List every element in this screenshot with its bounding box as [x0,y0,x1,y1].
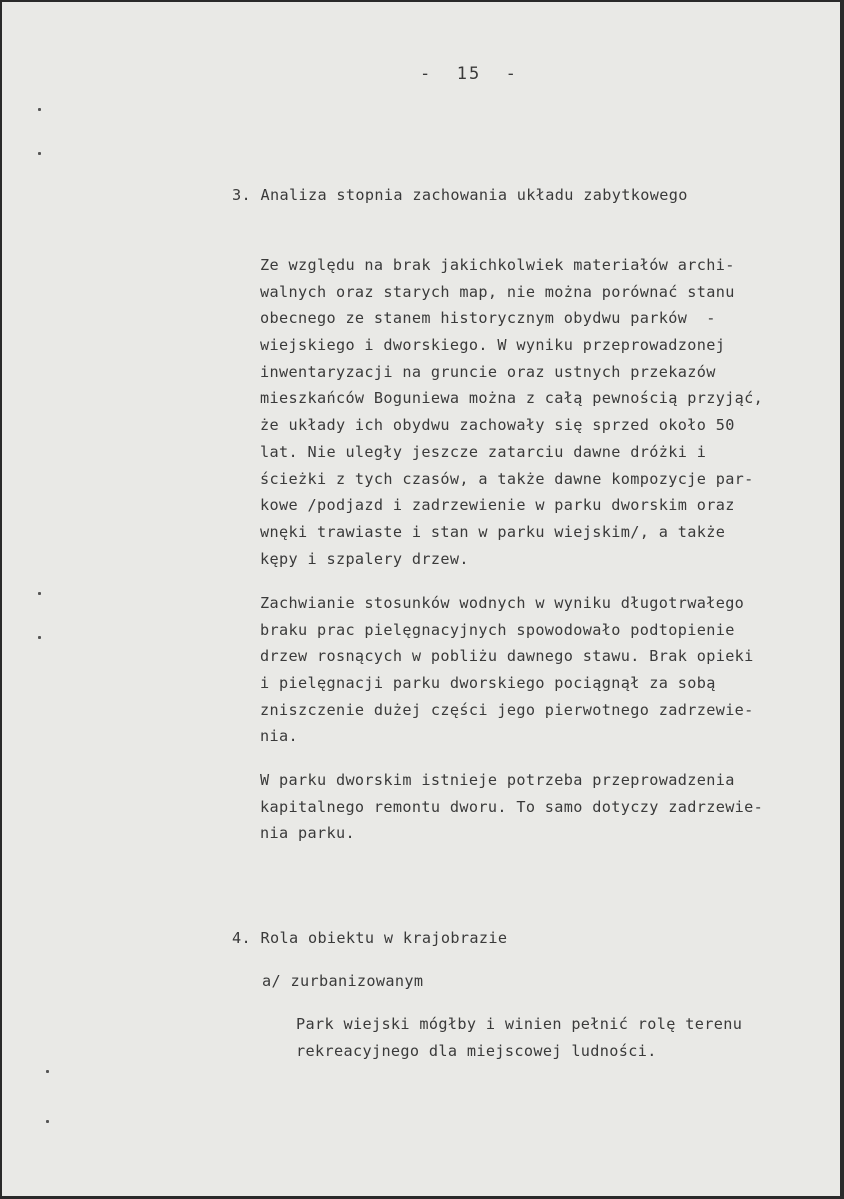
scan-speck [38,592,41,595]
scan-speck [46,1120,49,1123]
text-line: Ze względu na brak jakichkolwiek materiałów archi- [260,256,735,274]
text-line: lat. Nie uległy jeszcze zatarciu dawne dróżki i [260,442,707,461]
text-line: że układy ich obydwu zachowały się sprzed około 50 [260,416,735,435]
section-4-heading: 4. Rola obiektu w krajobrazie [232,929,508,947]
section-3-paragraph-2 [260,590,754,750]
text-line: mieszkańców Boguniewa można z całą pewnością przyjąć, [260,389,764,408]
section-3-paragraph-3 [260,767,763,847]
text-line: kapitalnego remontu dworu. To samo dotyczy zadrzewie- [260,797,764,816]
text-line: kowe /podjazd i zadrzewienie w parku dworskim oraz [260,496,735,515]
scan-speck [38,152,41,155]
scan-speck [38,636,41,639]
scan-speck [46,1070,49,1073]
text-line: Park wiejski mógłby i winien pełnić rolę terenu [296,1015,743,1033]
section-3-heading: 3. Analiza stopnia zachowania układu zabytkowego [232,186,688,204]
section-4-paragraph [296,1011,742,1064]
text-line: obecnego ze stanem historycznym obydwu parków - [260,309,716,328]
page-number: - 15 - [420,64,518,84]
text-line: braku prac pielęgnacyjnych spowodowało podtopienie [260,620,735,639]
text-line: i pielęgnacji parku dworskiego pociągnął za sobą [260,674,716,693]
text-line: drzew rosnących w pobliżu dawnego stawu. Brak opieki [260,647,754,666]
text-line: nia parku. [260,824,355,843]
text-line: walnych oraz starych map, nie można porównać stanu [260,282,735,301]
text-line: ścieżki z tych czasów, a także dawne kompozycje par- [260,469,754,488]
text-line: wiejskiego i dworskiego. W wyniku przeprowadzonej [260,336,726,355]
text-line: inwentaryzacji na gruncie oraz ustnych przekazów [260,362,716,381]
section-3-paragraph-1 [260,252,763,572]
text-line: Zachwianie stosunków wodnych w wyniku długotrwałego [260,594,745,612]
text-line: W parku dworskim istnieje potrzeba przeprowadzenia [260,771,735,789]
section-4-subheading: a/ zurbanizowanym [262,972,424,990]
text-line: wnęki trawiaste i stan w parku wiejskim/, a także [260,522,726,541]
text-line: nia. [260,727,298,746]
text-line: rekreacyjnego dla miejscowej ludności. [296,1041,657,1060]
scan-speck [38,108,41,111]
text-line: kępy i szpalery drzew. [260,549,469,568]
text-line: zniszczenie dużej części jego pierwotnego zadrzewie- [260,700,754,719]
document-page [2,2,840,1196]
